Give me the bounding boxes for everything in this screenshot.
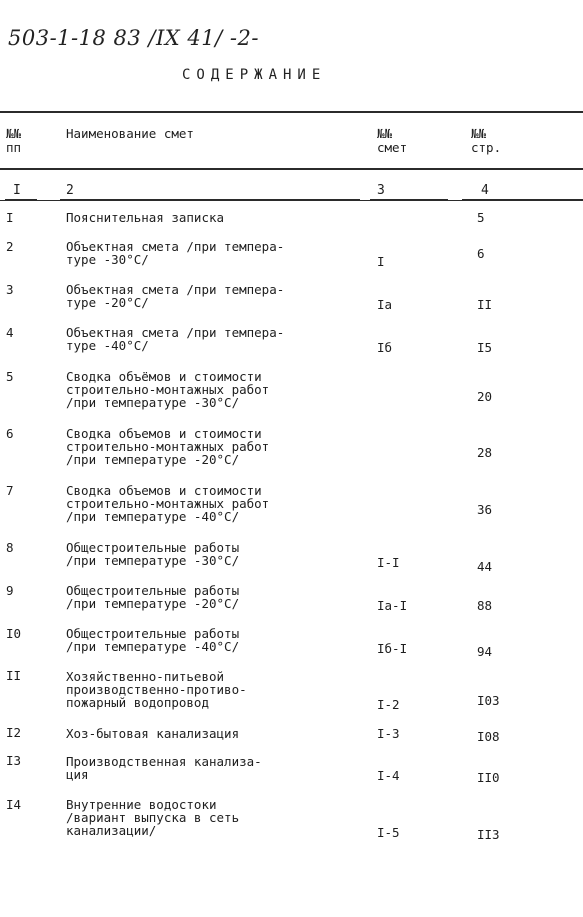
header-page: №№ стр. xyxy=(471,126,502,155)
row-estimate: I xyxy=(377,254,385,269)
row-num: 6 xyxy=(6,426,14,441)
name-line: Объектная смета /при темпера- xyxy=(66,239,285,254)
name-line: пожарный водопровод xyxy=(66,695,209,710)
row-page: I5 xyxy=(477,340,493,355)
row-num: I0 xyxy=(6,626,22,641)
row-num: 3 xyxy=(6,282,14,297)
row-name xyxy=(66,283,284,309)
name-line: туре -40°С/ xyxy=(66,338,149,353)
name-line: Производственная канализа- xyxy=(66,754,262,769)
row-page: 94 xyxy=(477,644,493,659)
row-num: I3 xyxy=(6,753,22,768)
row-num: I xyxy=(6,210,14,225)
header-bottom-rule xyxy=(0,168,583,170)
row-name xyxy=(66,370,269,409)
row-name xyxy=(66,484,269,523)
name-line: Хоз-бытовая канализация xyxy=(66,726,240,741)
header-num: №№ пп xyxy=(6,126,22,155)
row-num: 2 xyxy=(6,239,14,254)
row-name xyxy=(66,326,284,352)
column-number-4: 4 xyxy=(481,183,489,198)
row-page: 5 xyxy=(477,210,485,225)
row-estimate: I-5 xyxy=(377,825,400,840)
row-num: 7 xyxy=(6,483,14,498)
page-title: СОДЕРЖАНИЕ xyxy=(182,67,327,83)
row-page: II3 xyxy=(477,827,500,842)
row-page: I03 xyxy=(477,693,500,708)
column-number-rule xyxy=(0,200,583,201)
handwritten-document-code: 503-1-18 83 /IX 41/ -2- xyxy=(8,26,259,50)
name-line: Сводка объёмов и стоимости xyxy=(66,369,262,384)
row-num: 9 xyxy=(6,583,14,598)
row-page: 20 xyxy=(477,389,493,404)
column-number-2: 2 xyxy=(66,183,74,198)
column-number-3: 3 xyxy=(377,183,385,198)
name-line: /при температуре -40°С/ xyxy=(66,639,240,654)
table-top-rule xyxy=(0,111,583,113)
row-estimate: I-2 xyxy=(377,697,400,712)
name-line: Объектная смета /при темпера- xyxy=(66,282,285,297)
name-line: Сводка объемов и стоимости xyxy=(66,483,262,498)
name-line: туре -30°С/ xyxy=(66,252,149,267)
name-line: /при температуре -30°С/ xyxy=(66,553,240,568)
row-estimate: Iб-I xyxy=(377,641,408,656)
row-estimate: I-3 xyxy=(377,726,400,741)
name-line: Объектная смета /при темпера- xyxy=(66,325,285,340)
name-line: Общестроительные работы xyxy=(66,540,240,555)
row-page: 88 xyxy=(477,598,493,613)
row-page: 28 xyxy=(477,445,493,460)
row-estimate: Iа-I xyxy=(377,598,408,613)
name-line: Пояснительная записка xyxy=(66,210,225,225)
row-estimate: I-4 xyxy=(377,768,400,783)
row-num: 4 xyxy=(6,325,14,340)
name-line: Общестроительные работы xyxy=(66,583,240,598)
row-num: II xyxy=(6,668,22,683)
row-num: I2 xyxy=(6,725,22,740)
name-line: /при температуре -30°С/ xyxy=(66,395,240,410)
row-page: 44 xyxy=(477,559,493,574)
row-name xyxy=(66,727,239,740)
row-name xyxy=(66,427,269,466)
header-name: Наименование смет xyxy=(66,126,194,141)
row-name xyxy=(66,670,247,709)
name-line: канализации/ xyxy=(66,823,157,838)
row-name xyxy=(66,240,284,266)
name-line: Внутренние водостоки xyxy=(66,797,217,812)
name-line: /при температуре -20°С/ xyxy=(66,596,240,611)
row-name xyxy=(66,584,239,610)
row-name xyxy=(66,627,239,653)
name-line: туре -20°С/ xyxy=(66,295,149,310)
name-line: строительно-монтажных работ xyxy=(66,382,270,397)
row-num: 5 xyxy=(6,369,14,384)
name-line: /вариант выпуска в сеть xyxy=(66,810,240,825)
row-page: 36 xyxy=(477,502,493,517)
row-name xyxy=(66,755,262,781)
row-estimate: I-I xyxy=(377,555,400,570)
row-name xyxy=(66,798,239,837)
row-num: 8 xyxy=(6,540,14,555)
name-line: строительно-монтажных работ xyxy=(66,496,270,511)
row-name xyxy=(66,211,224,224)
row-num: I4 xyxy=(6,797,22,812)
row-page: II0 xyxy=(477,770,500,785)
name-line: /при температуре -20°С/ xyxy=(66,452,240,467)
name-line: ция xyxy=(66,767,89,782)
name-line: Общестроительные работы xyxy=(66,626,240,641)
name-line: строительно-монтажных работ xyxy=(66,439,270,454)
name-line: производственно-противо- xyxy=(66,682,247,697)
name-line: Хозяйственно-питьевой xyxy=(66,669,225,684)
row-page: II xyxy=(477,297,493,312)
row-page: I08 xyxy=(477,729,500,744)
name-line: /при температуре -40°С/ xyxy=(66,509,240,524)
row-estimate: Iа xyxy=(377,297,393,312)
row-page: 6 xyxy=(477,246,485,261)
row-estimate: Iб xyxy=(377,340,393,355)
name-line: Сводка объемов и стоимости xyxy=(66,426,262,441)
header-estimate: №№ смет xyxy=(377,126,408,155)
column-number-1: I xyxy=(13,183,21,198)
row-name xyxy=(66,541,239,567)
